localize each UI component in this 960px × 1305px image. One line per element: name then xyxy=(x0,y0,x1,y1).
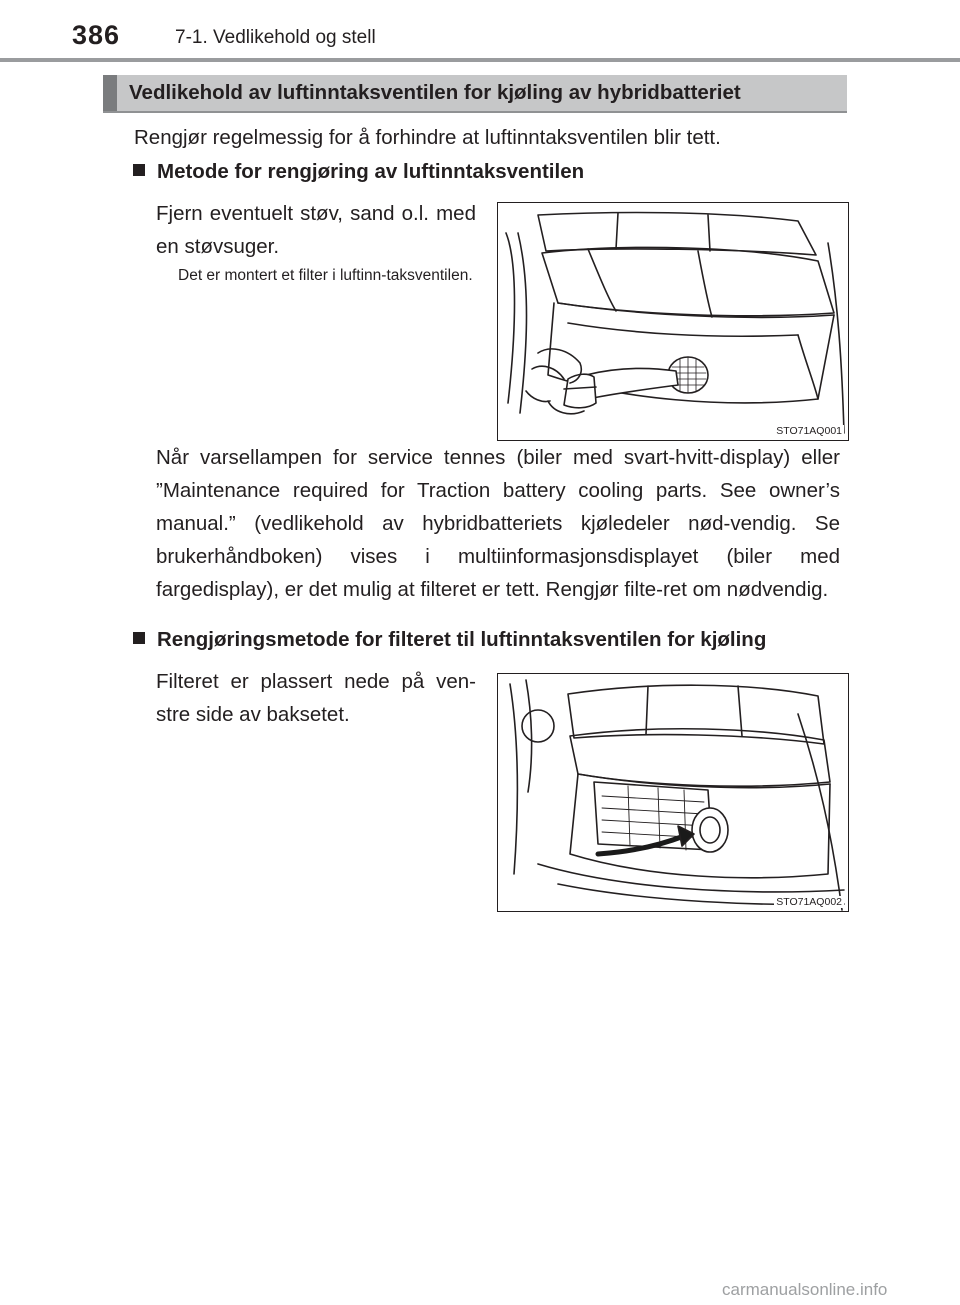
subheading-method-2 xyxy=(133,628,766,652)
filter-location-illustration xyxy=(498,674,848,911)
square-bullet-icon xyxy=(133,632,145,644)
chapter-title: 7-1. Vedlikehold og stell xyxy=(175,27,376,48)
square-bullet-icon xyxy=(133,164,145,176)
subheading-text: Rengjøringsmetode for filteret til luftinntaksventilen for kjøling xyxy=(157,628,767,651)
section-title: Vedlikehold av luftinntaksventilen for kjøling av hybridbatteriet xyxy=(129,81,741,104)
section-heading-bar xyxy=(103,75,847,113)
intro-text: Rengjør regelmessig for å forhindre at luftinntaksventilen blir tett. xyxy=(134,126,721,149)
watermark: carmanualsonline.info xyxy=(722,1280,888,1299)
instruction-vacuum: Fjern eventuelt støv, sand o.l. med en støvsuger. xyxy=(156,202,476,258)
filter-location-text: Filteret er plassert nede på ven-stre side av baksetet. xyxy=(156,670,476,726)
filter-note: Det er montert et filter i luftinn-taksventilen. xyxy=(178,267,473,284)
section-marker xyxy=(103,75,117,111)
warning-light-text: Når varsellampen for service tennes (biler med svart-hvitt-display) eller ”Maintenance required for Traction battery cooling parts. See owner’s manual.” (vedlikehold av hybridbatteriets kjøledeler nød-vendig. Se brukerhåndboken) vises i multiinformasjonsdisplayet (biler med fargedisplay), er det mulig at filteret er tett. Rengjør filte-ret om nødvendig. xyxy=(156,446,840,601)
subheading-text: Metode for rengjøring av luftinntaksventilen xyxy=(157,160,585,183)
header-divider xyxy=(0,58,960,62)
figure-code: STO71AQ001 xyxy=(776,425,842,437)
page-number: 386 xyxy=(72,20,121,50)
figure-vacuum-air-intake xyxy=(497,202,849,441)
seat-vacuum-illustration xyxy=(498,203,848,440)
figure-filter-location xyxy=(497,673,849,912)
figure-code: STO71AQ002 xyxy=(776,896,842,908)
subheading-method-1 xyxy=(133,160,584,184)
